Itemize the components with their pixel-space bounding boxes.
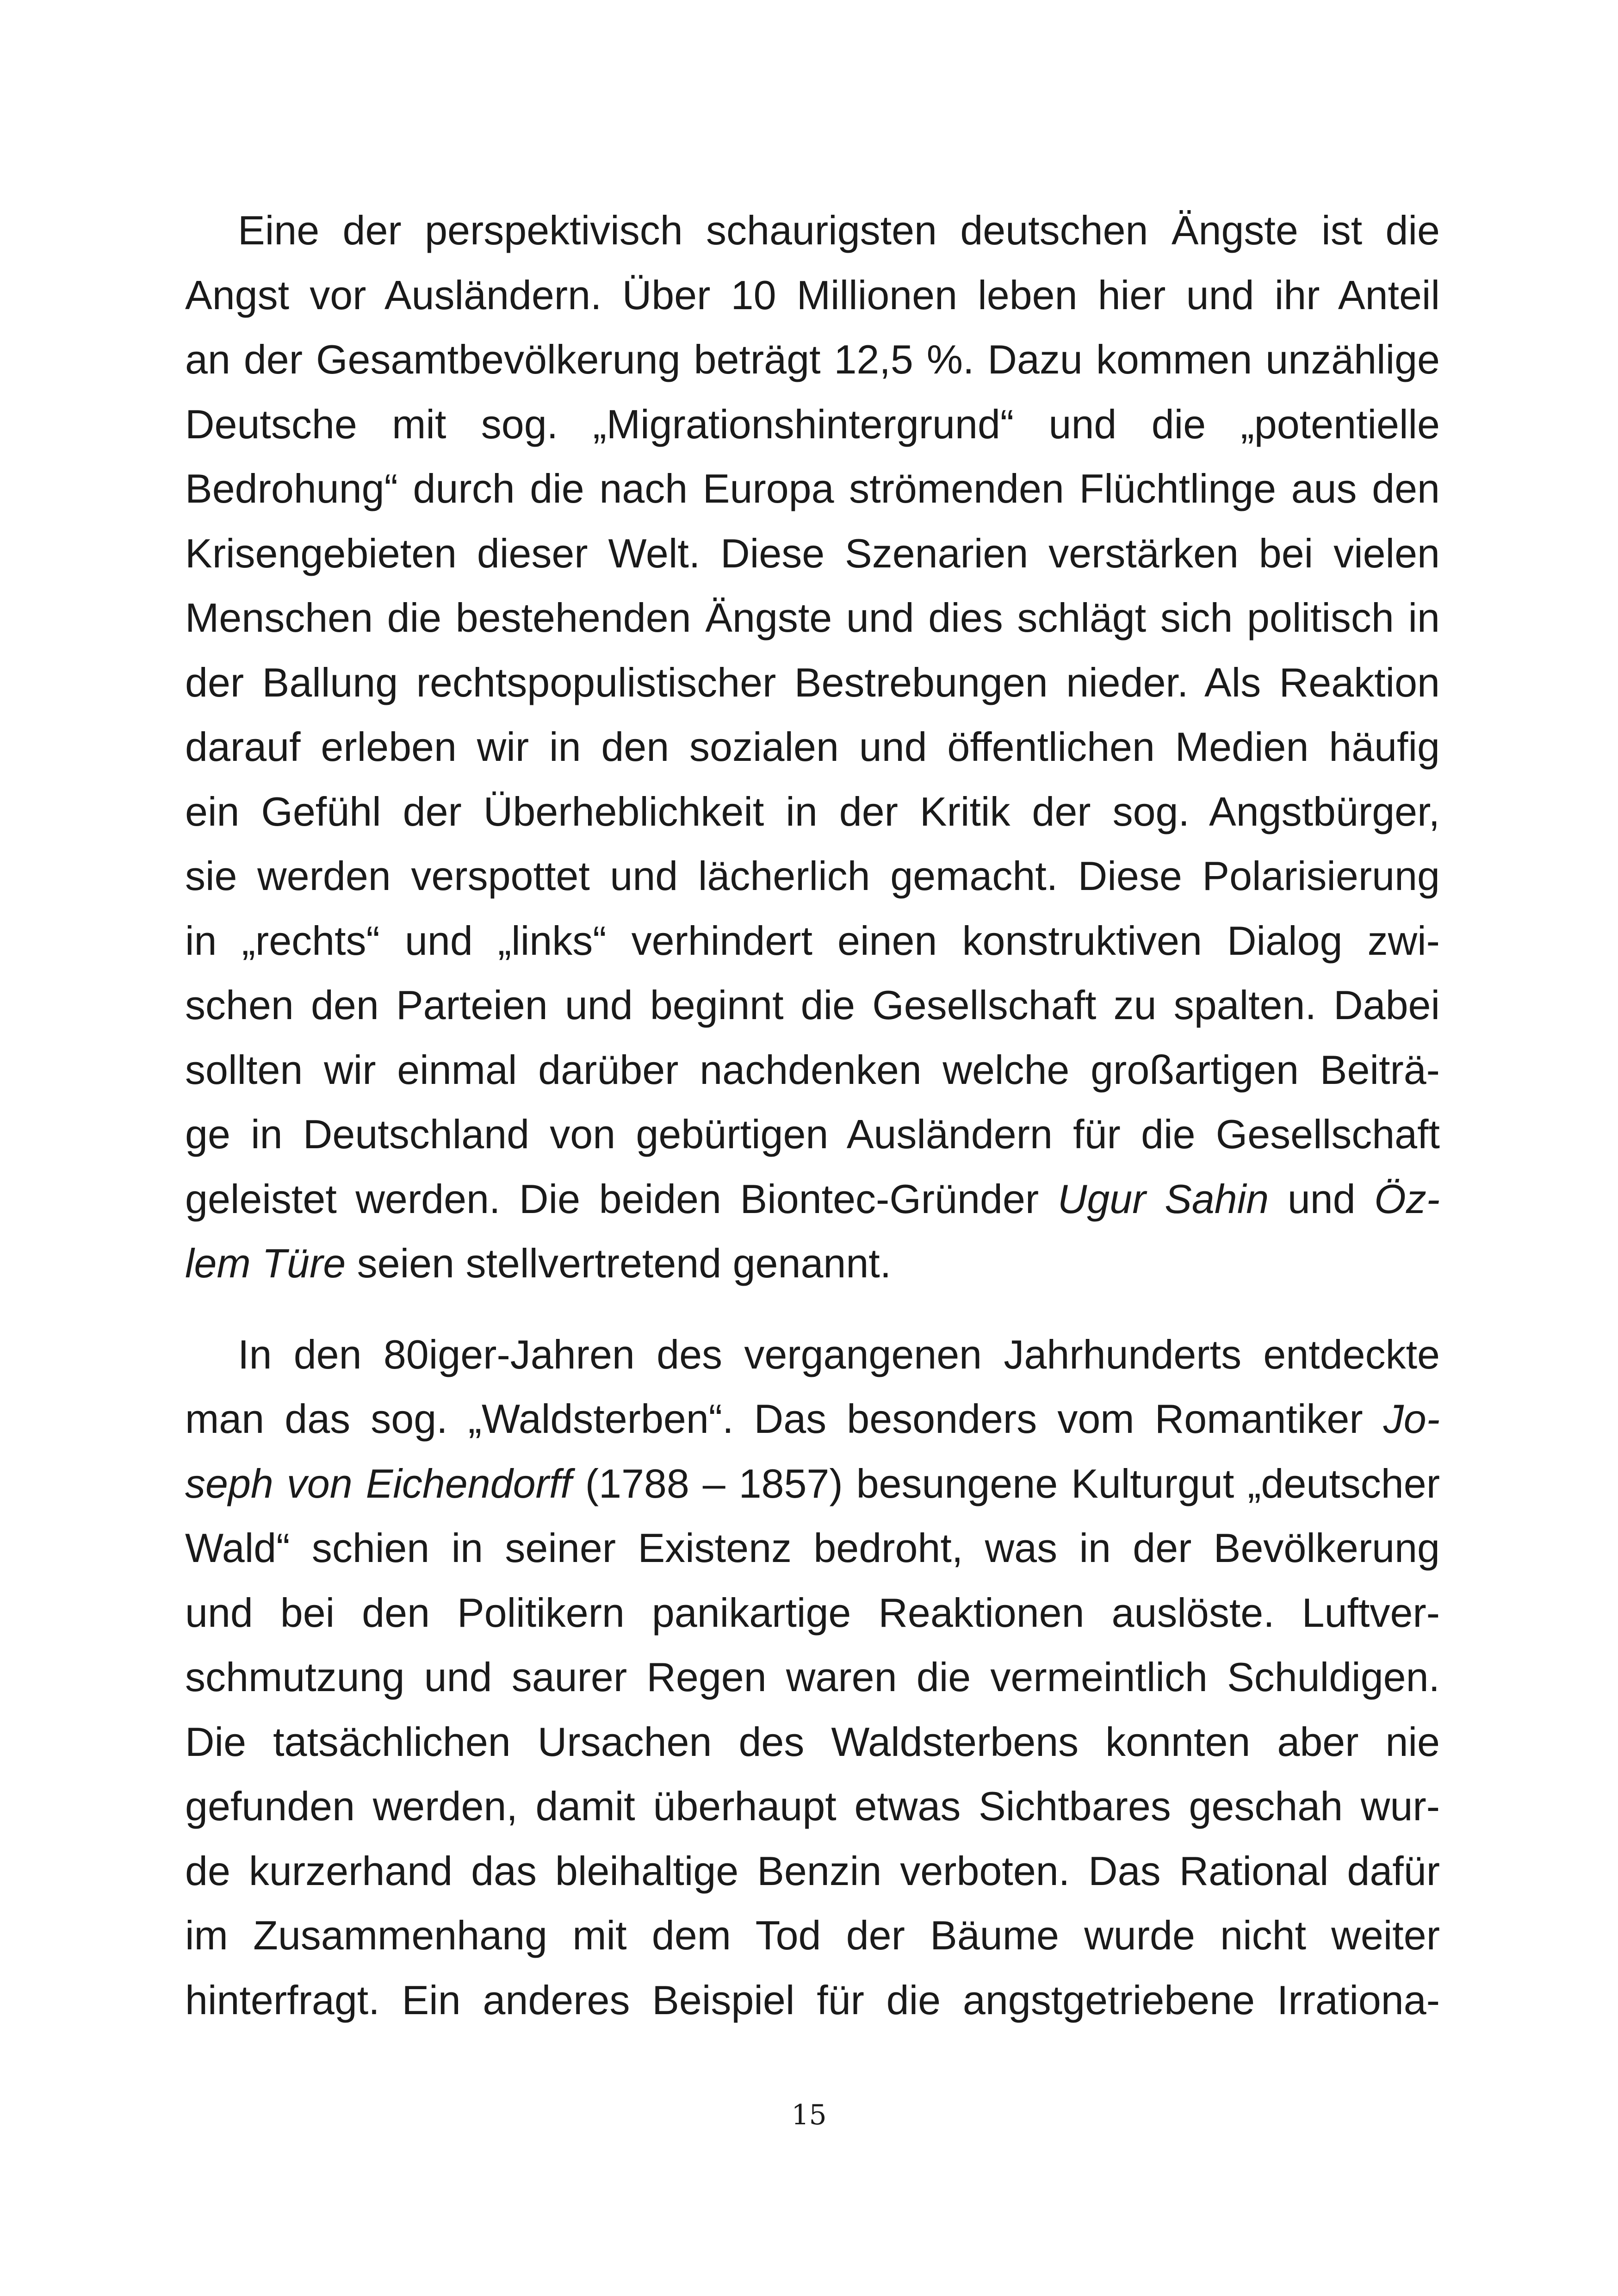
text-segment: sollten wir einmal darüber nachdenken welche großartigen Beiträ- [185,1046,1440,1093]
paragraph [185,1322,1440,2033]
text-segment: de kurzerhand das bleihaltige Benzin verboten. Das Rational dafür [185,1848,1440,1894]
text-line [185,263,1440,328]
text-segment: und bei den Politikern panikartige Reaktionen auslöste. Luftver- [185,1589,1440,1636]
text-line [185,715,1440,779]
text-segment: Die tatsächlichen Ursachen des Waldsterbens konnten aber nie [185,1718,1440,1765]
text-line [185,1038,1440,1102]
text-segment: sie werden verspottet und lächerlich gemacht. Diese Polarisierung [185,853,1440,899]
italic-text: Öz- [1374,1176,1440,1222]
text-line [185,1451,1440,1516]
text-line [185,1387,1440,1451]
text-segment: ge in Deutschland von gebürtigen Ausländern für die Gesellschaft [185,1111,1440,1157]
text-segment: In den 80iger-Jahren des vergangenen Jahrhunderts entdeckte [238,1331,1440,1377]
text-segment: Menschen die bestehenden Ängste und dies schlägt sich politisch in [185,595,1440,641]
page-number: 15 [791,2099,827,2131]
italic-text: lem Türe [185,1240,346,1286]
text-line [185,1645,1440,1710]
text-line [185,1516,1440,1580]
text-segment: und [1269,1176,1375,1222]
text-line [185,1903,1440,1968]
text-segment: gefunden werden, damit überhaupt etwas Sichtbares geschah wur- [185,1783,1440,1829]
text-line [185,1231,1440,1296]
text-segment: der Ballung rechtspopulistischer Bestrebungen nieder. Als Reaktion [185,659,1440,705]
text-line [185,908,1440,973]
text-segment: man das sog. „Waldsterben“. Das besonders vom Romantiker [185,1396,1383,1442]
text-segment: schen den Parteien und beginnt die Gesellschaft zu spalten. Dabei [185,982,1440,1028]
text-line [185,1102,1440,1167]
text-line [185,327,1440,392]
paragraph [185,198,1440,1296]
text-segment: geleistet werden. Die beiden Biontec-Gründer [185,1176,1058,1222]
text-line [185,844,1440,908]
text-segment: Krisengebieten dieser Welt. Diese Szenarien verstärken bei vielen [185,530,1440,576]
text-line [185,973,1440,1038]
text-segment: im Zusammenhang mit dem Tod der Bäume wurde nicht weiter [185,1912,1440,1958]
italic-text: Ugur Sahin [1057,1176,1269,1222]
text-segment: (1788 – 1857) besungene Kulturgut „deutscher [571,1460,1440,1506]
italic-text: seph von Eichendorff [185,1460,572,1506]
text-line [185,1839,1440,1904]
text-segment: Bedrohung“ durch die nach Europa strömenden Flüchtlinge aus den [185,466,1440,511]
text-line [185,1774,1440,1839]
text-line [185,198,1440,263]
text-line [185,650,1440,715]
text-line [185,779,1440,844]
text-line [185,392,1440,457]
text-line [185,456,1440,521]
page-body [185,198,1440,2032]
text-segment: an der Gesamtbevölkerung beträgt 12,5 %. Dazu kommen unzählige [185,336,1440,382]
italic-text: Jo- [1383,1396,1440,1442]
text-line [185,521,1440,586]
text-line [185,1167,1440,1232]
text-segment: seien stellvertretend genannt. [346,1240,892,1286]
text-line [185,1322,1440,1387]
text-segment: hinterfragt. Ein anderes Beispiel für die angstgetriebene Irrationa- [185,1977,1440,2023]
text-line [185,1968,1440,2033]
text-line [185,1710,1440,1774]
text-segment: Angst vor Ausländern. Über 10 Millionen leben hier und ihr Anteil [185,272,1440,318]
text-segment: ein Gefühl der Überheblichkeit in der Kritik der sog. Angstbürger, [185,788,1440,834]
text-segment: Deutsche mit sog. „Migrationshintergrund“ und die „potentielle [185,401,1440,447]
text-segment: darauf erleben wir in den sozialen und öffentlichen Medien häufig [185,724,1440,770]
text-line [185,585,1440,650]
text-segment: Wald“ schien in seiner Existenz bedroht, was in der Bevölkerung [185,1525,1440,1571]
text-segment: schmutzung und saurer Regen waren die vermeintlich Schuldigen. [185,1654,1440,1700]
text-line [185,1580,1440,1645]
text-segment: Eine der perspektivisch schaurigsten deutschen Ängste ist die [238,207,1440,253]
text-segment: in „rechts“ und „links“ verhindert einen konstruktiven Dialog zwi- [185,917,1440,964]
